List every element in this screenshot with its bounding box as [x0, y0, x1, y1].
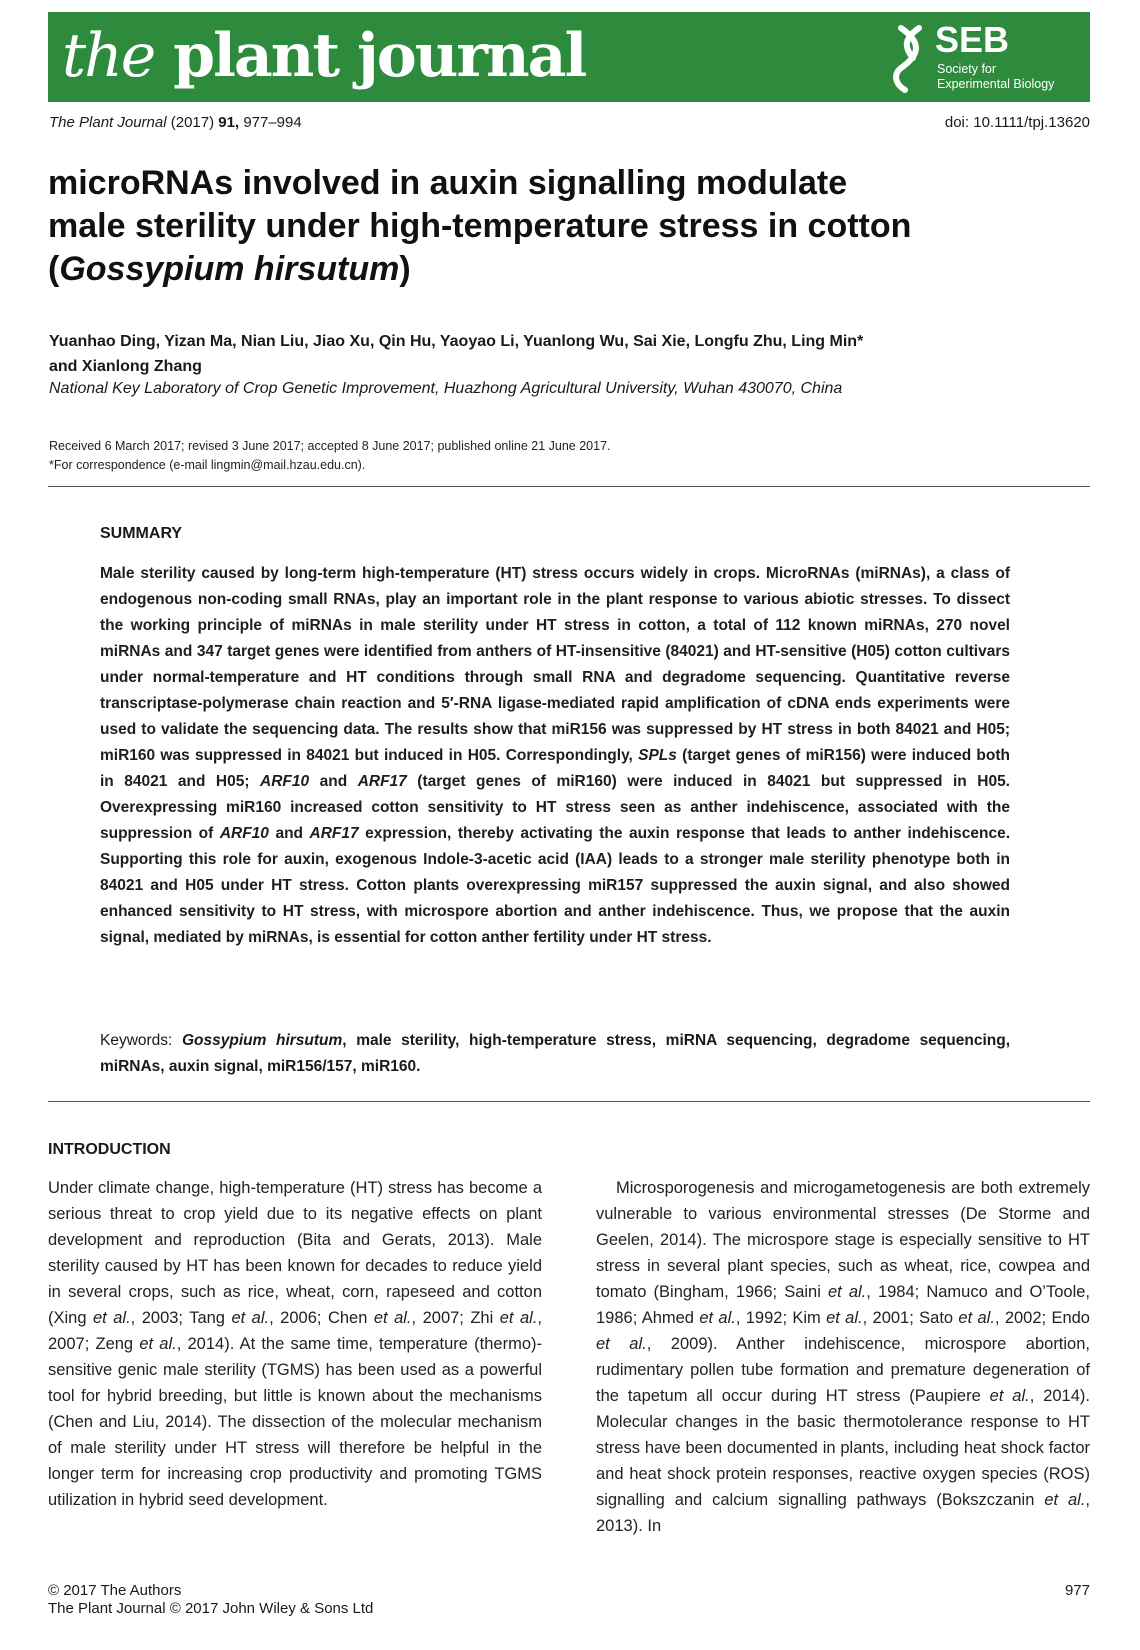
citation-etal: et al.	[958, 1309, 995, 1327]
seb-line-2: Experimental Biology	[937, 77, 1055, 91]
intro-text: , 2009). Anther indehiscence, microspore abortion, rudimentary pollen tube formation and premature degeneration of the tapetum all occur during HT stress (Paupiere	[596, 1335, 1090, 1405]
footer-copyright	[48, 1582, 373, 1618]
citation	[49, 114, 302, 131]
title-line-2: male sterility under high-temperature stress in cotton	[48, 207, 912, 245]
citation-etal: et al.	[826, 1309, 863, 1327]
authors-line-1: Yuanhao Ding, Yizan Ma, Nian Liu, Jiao Xu, Qin Hu, Yaoyao Li, Yuanlong Wu, Sai Xie, Longfu Zhu, Ling Min*	[49, 333, 864, 350]
intro-text: , 2014). Molecular changes in the basic thermotolerance response to HT stress have been documented in plants, including heat shock factor and heat shock protein responses, reactive oxygen species (ROS) signalling and calcium signalling pathways (Bokszczanin	[596, 1387, 1090, 1509]
intro-text: , 1992; Kim	[735, 1309, 827, 1327]
citation-year: (2017)	[170, 114, 215, 131]
intro-text: , 2007; Zhi	[411, 1309, 500, 1327]
page-number: 977	[1064, 1582, 1090, 1599]
divider	[48, 486, 1090, 487]
intro-text: , 2007; Zeng	[48, 1309, 543, 1353]
summary-part: and	[309, 773, 358, 790]
citation-etal: et al.	[596, 1335, 647, 1353]
journal-logo	[62, 16, 585, 96]
seb-line-1: Society for	[937, 62, 997, 76]
title-paren-open: (	[48, 250, 60, 288]
journal-logo-prefix: the	[62, 21, 155, 91]
copyright-authors: © 2017 The Authors	[48, 1582, 182, 1599]
keywords-label: Keywords:	[100, 1032, 182, 1049]
authors-line-2: and Xianlong Zhang	[49, 358, 202, 375]
introduction-heading: INTRODUCTION	[48, 1141, 171, 1158]
article-dates	[49, 437, 611, 475]
journal-logo-main: plant journal	[173, 21, 586, 91]
summary-part: expression, thereby activating the auxin response that leads to anther indehiscence. Supporting this role for auxin, exogenous Indole-3-acetic acid (IAA) leads to a stronger male sterility phenotype both in 84021 and H05 under HT stress. Cotton plants overexpressing miR157 suppressed the auxin signal, and also showed enhanced sensitivity to HT stress, with microspore abortion and anther indehiscence. Thus, we propose that the auxin signal, mediated by miRNAs, is essential for cotton anther fertility under HT stress.	[100, 825, 1011, 946]
affiliation: National Key Laboratory of Crop Genetic Improvement, Huazhong Agricultural University, Wuhan 430070, China	[49, 380, 843, 397]
gene-name: SPLs	[638, 747, 677, 764]
keywords-list: , male sterility, high-temperature stress, miRNA sequencing, degradome sequencing, miRNAs, auxin signal, miR156/157, miR160.	[100, 1032, 1010, 1075]
gene-name: ARF17	[357, 773, 407, 790]
citation-etal: et al.	[827, 1283, 867, 1301]
citation-etal: et al.	[699, 1309, 736, 1327]
citation-etal: et al.	[231, 1309, 270, 1327]
doi-link[interactable]: doi: 10.1111/tpj.13620	[944, 114, 1090, 131]
divider	[48, 1101, 1090, 1102]
intro-column-right	[596, 1175, 1090, 1539]
gene-name: ARF10	[219, 825, 269, 842]
citation-etal: et al.	[373, 1309, 412, 1327]
intro-text: Under climate change, high-temperature (HT) stress has become a serious threat to crop yield due to its negative effects on plant development and reproduction (Bita and Gerats, 2013). Male sterility caused by HT has been known for decades to reduce yield in several crops, such as rice, wheat, corn, rapeseed and cotton (Xing	[48, 1179, 542, 1327]
summary-text	[100, 561, 1010, 951]
citation-volume: 91,	[218, 114, 240, 131]
correspondence: *For correspondence (e-mail lingmin@mail.hzau.edu.cn).	[49, 458, 366, 472]
title-species: Gossypium hirsutum	[59, 250, 400, 288]
intro-text: Microsporogenesis and microgametogenesis are both extremely vulnerable to various environmental stresses (De Storme and Geelen, 2014). The microspore stage is especially sensitive to HT stress in several plant species, such as wheat, rice, cowpea and tomato (Bingham, 1966; Saini	[596, 1179, 1090, 1301]
dna-helix-icon	[891, 24, 931, 94]
seb-logo	[891, 20, 1076, 96]
title-paren-close: )	[399, 250, 411, 288]
keywords-species: Gossypium hirsutum	[181, 1032, 343, 1049]
title-line-1: microRNAs involved in auxin signalling modulate	[48, 164, 848, 202]
intro-text: , 2001; Sato	[862, 1309, 959, 1327]
summary-part: (target genes of miR160) were induced in 84021 but suppressed in H05. Overexpressing miR160 increased cotton sensitivity to HT stress seen as anther indehiscence, associated with the suppression of	[100, 773, 1010, 842]
intro-text: , 2006; Chen	[269, 1309, 374, 1327]
citation-journal: The Plant Journal	[49, 114, 167, 131]
keywords	[100, 1028, 1010, 1080]
author-list	[49, 329, 1049, 379]
seb-fullname	[937, 62, 1054, 92]
citation-pages: 977–994	[243, 114, 302, 131]
intro-column-left	[48, 1175, 542, 1513]
gene-name: ARF10	[260, 773, 310, 790]
copyright-publisher: The Plant Journal © 2017 John Wiley & Sons Ltd	[48, 1600, 374, 1617]
history-dates: Received 6 March 2017; revised 3 June 2017; accepted 8 June 2017; published online 21 June 2017.	[49, 439, 611, 453]
intro-text: , 2002; Endo	[994, 1309, 1090, 1327]
article-title	[48, 162, 1048, 291]
banner-underline	[48, 99, 1090, 102]
journal-banner	[48, 12, 1090, 99]
intro-text: , 2014). At the same time, temperature (thermo)-sensitive genic male sterility (TGMS) has been used as a powerful tool for hybrid breeding, but little is known about the mechanisms (Chen and Liu, 2014). The dissection of the molecular mechanism of male sterility under HT stress will therefore be helpful in the longer term for increasing crop productivity and promoting TGMS utilization in hybrid seed development.	[48, 1335, 542, 1509]
summary-heading: SUMMARY	[100, 525, 183, 542]
gene-name: ARF17	[309, 825, 359, 842]
seb-abbrev: SEB	[935, 19, 1010, 60]
intro-text: , 2003; Tang	[130, 1309, 232, 1327]
title-line-3	[48, 248, 1048, 291]
intro-text: , 1984; Namuco and O’Toole, 1986; Ahmed	[596, 1283, 1090, 1327]
intro-text: , 2013). In	[596, 1491, 1090, 1535]
summary-part: and	[268, 825, 310, 842]
citation-etal: et al.	[989, 1387, 1030, 1405]
summary-part: Male sterility caused by long-term high-temperature (HT) stress occurs widely in crops. MicroRNAs (miRNAs), a class of endogenous non-coding small RNAs, play an important role in the plant response to various abiotic stresses. To dissect the working principle of miRNAs in male sterility under HT stress in cotton, a total of 112 known miRNAs, 270 novel miRNAs and 347 target genes were identified from anthers of HT-insensitive (84021) and HT-sensitive (H05) cotton cultivars under normal-temperature and HT conditions through small RNA and degradome sequencing. Quantitative reverse transcriptase-polymerase chain reaction and 5′-RNA ligase-mediated rapid amplification of cDNA ends experiments were used to validate the sequencing data. The results show that miR156 was suppressed by HT stress in both 84021 and H05; miR160 was suppressed in 84021 but induced in H05. Correspondingly,	[100, 565, 1010, 764]
citation-etal: et al.	[1044, 1491, 1086, 1509]
citation-etal: et al.	[93, 1309, 131, 1327]
citation-etal: et al.	[139, 1335, 177, 1353]
summary-part: (target genes of miR156) were induced both in 84021 and H05;	[100, 747, 1010, 790]
citation-etal: et al.	[499, 1309, 538, 1327]
